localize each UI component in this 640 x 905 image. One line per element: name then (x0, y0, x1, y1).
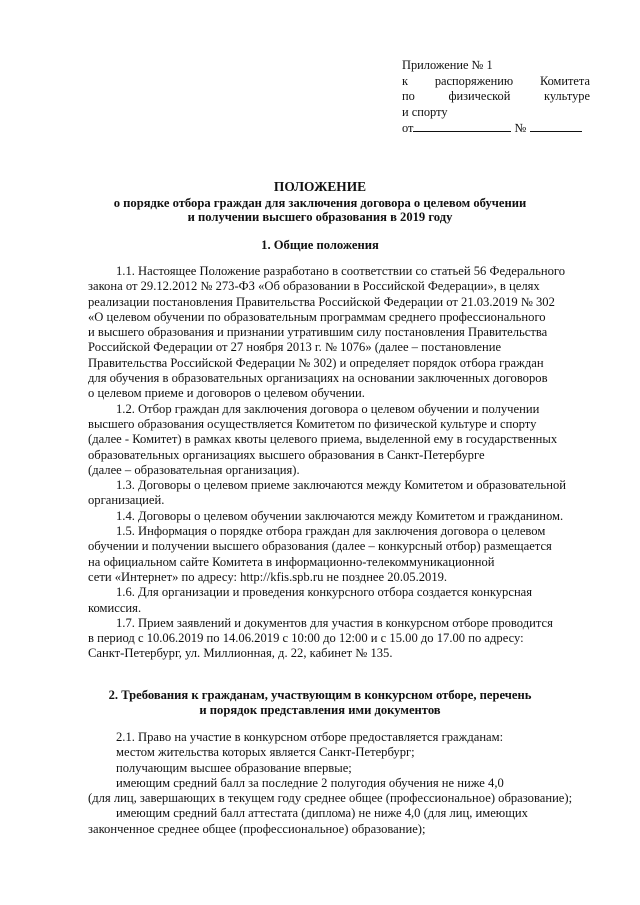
section-1-body (88, 264, 588, 662)
paragraph-line: имеющим средний балл аттестата (диплома) не ниже 4,0 (для лиц, имеющих (116, 806, 528, 821)
section-2-body (88, 730, 588, 837)
paragraph-line: имеющим средний балл за последние 2 полугодия обучения не ниже 4,0 (116, 775, 504, 790)
paragraph-line: и высшего образования и признании утратившим силу постановления Правительства (88, 325, 548, 340)
appendix-date-number-line (402, 120, 590, 137)
paragraph-line: Правительства Российской Федерации № 302) и определяет порядок отбора граждан (88, 355, 544, 370)
paragraph-line: 1.5. Информация о порядке отбора граждан для заключения договора о целевом (116, 524, 546, 539)
paragraph-line: 1.3. Договоры о целевом приеме заключаются между Комитетом и образовательной (116, 478, 567, 493)
paragraph-line: «О целевом обучении по образовательным программам среднего профессионального (88, 309, 546, 324)
paragraph-line: высшего образования осуществляется Комитетом по физической культуре и спорту (88, 416, 537, 431)
paragraph-line: сети «Интернет» по адресу: http://kfis.spb.ru не позднее 20.05.2019. (88, 569, 448, 584)
from-label: от (402, 121, 414, 135)
paragraph-line: 1.1. Настоящее Положение разработано в соответствии со статьей 56 Федерального (116, 264, 566, 278)
paragraph-line: 1.2. Отбор граждан для заключения договора о целевом обучении и получении (116, 401, 540, 416)
paragraph-line: (далее – образовательная организация). (88, 462, 300, 477)
appendix-line-4: и спорту (402, 104, 448, 119)
paragraph-line: местом жительства которых является Санкт-Петербург; (116, 745, 415, 760)
paragraph-line: реализации постановления Правительства Российской Федерации от 21.03.2019 № 302 (88, 294, 555, 309)
paragraph-line: получающим высшее образование впервые; (116, 760, 352, 775)
paragraph-line: (далее - Комитет) в рамках квоты целевого приема, выделенной ему в государственных (88, 432, 558, 447)
paragraph-line: Санкт-Петербург, ул. Миллионная, д. 22, кабинет № 135. (88, 646, 393, 661)
appendix-line-2: к распоряжению Комитета (402, 73, 590, 88)
number-blank-line (530, 120, 582, 132)
document-subtitle-line-1: о порядке отбора граждан для заключения договора о целевом обучении (113, 196, 527, 210)
paragraph-line: комиссия. (88, 600, 142, 615)
appendix-title: Приложение № 1 (402, 58, 493, 72)
paragraph-line: образовательных организациях высшего образования в Санкт-Петербурге (88, 447, 485, 462)
paragraph-line: организацией. (88, 493, 165, 508)
section-1-heading: 1. Общие положения (261, 238, 379, 252)
document-title: ПОЛОЖЕНИЕ (273, 179, 367, 194)
paragraph-line: Российской Федерации от 27 ноября 2013 г. № 1076» (далее – постановление (88, 340, 502, 355)
paragraph-line: (для лиц, завершающих в текущем году среднее общее (профессиональное) образование); (88, 791, 573, 806)
appendix-block (402, 58, 590, 137)
paragraph-line: для обучения в образовательных организациях на основании заключенных договоров (88, 371, 548, 386)
paragraph-line: законченное среднее общее (профессиональное) образование); (88, 821, 426, 836)
document-subtitle-line-2: и получении высшего образования в 2019 году (187, 210, 453, 224)
date-blank-line (413, 120, 511, 132)
section-2-heading-line-1: 2. Требования к гражданам, участвующим в конкурсном отборе, перечень (108, 688, 532, 702)
section-2-heading-line-2: и порядок представления ими документов (199, 703, 441, 717)
paragraph-line: 2.1. Право на участие в конкурсном отборе предоставляется гражданам: (116, 730, 504, 744)
paragraph-line: в период с 10.06.2019 по 14.06.2019 с 10:00 до 12:00 и с 15.00 до 17.00 по адресу: (88, 631, 524, 646)
number-label: № (514, 121, 527, 135)
paragraph-line: на официальном сайте Комитета в информационно-телекоммуникационной (88, 554, 495, 569)
paragraph-line: 1.4. Договоры о целевом обучении заключаются между Комитетом и гражданином. (116, 508, 564, 523)
paragraph-line: о целевом приеме и договоров о целевом обучении. (88, 386, 365, 401)
paragraph-line: 1.6. Для организации и проведения конкурсного отбора создается конкурсная (116, 585, 533, 600)
paragraph-line: 1.7. Прием заявлений и документов для участия в конкурсном отборе проводится (116, 615, 553, 630)
paragraph-line: обучении и получении высшего образования (далее – конкурсный отбор) размещается (88, 539, 552, 554)
paragraph-line: закона от 29.12.2012 № 273-ФЗ «Об образовании в Российской Федерации», в целях (88, 279, 540, 294)
appendix-line-3: по физической культуре (402, 89, 590, 103)
